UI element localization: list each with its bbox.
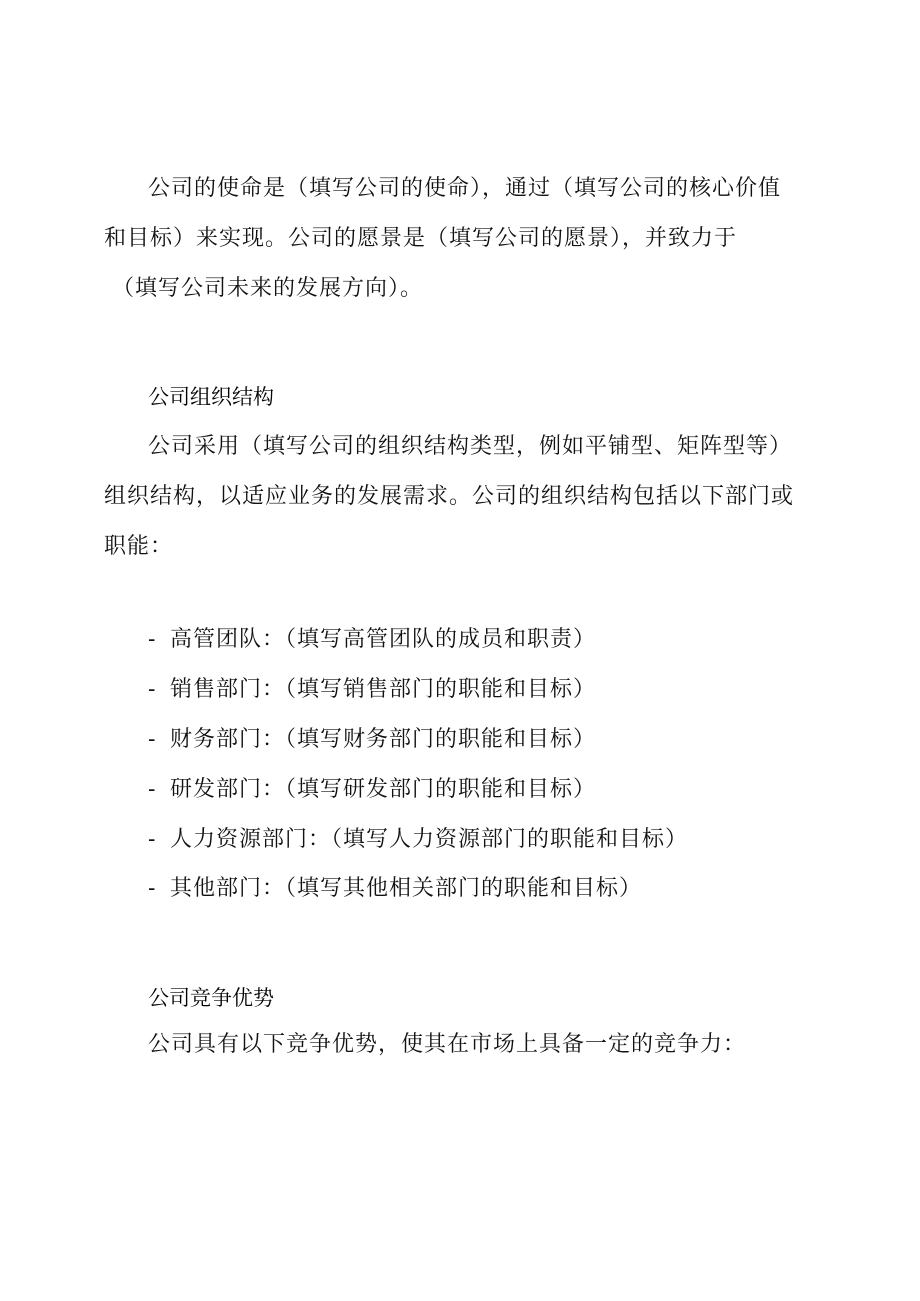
list-item-text: 销售部门：（填写销售部门的职能和目标） (170, 677, 597, 702)
competitive-line-1: 公司具有以下竞争优势，使其在市场上具备一定的竞争力： (148, 1032, 747, 1057)
org-line-3: 职能： (104, 534, 174, 559)
list-item-text: 研发部门：（填写研发部门的职能和目标） (170, 777, 597, 802)
org-line-1: 公司采用（填写公司的组织结构类型，例如平铺型、矩阵型等） (148, 434, 793, 459)
list-item (148, 625, 596, 655)
list-dash: - (148, 727, 157, 752)
mission-line-3: （填写公司未来的发展方向）。 (112, 276, 424, 301)
list-item-text: 其他部门：（填写其他相关部门的职能和目标） (170, 876, 643, 901)
list-item (148, 775, 596, 805)
list-dash: - (148, 777, 157, 802)
list-item-text: 人力资源部门：（填写人力资源部门的职能和目标） (170, 827, 689, 852)
org-heading: 公司组织结构 (148, 385, 274, 409)
mission-line-1: 公司的使命是（填写公司的使命），通过（填写公司的核心价值 (148, 176, 782, 201)
mission-line-2: 和目标）来实现。公司的愿景是（填写公司的愿景），并致力于 (104, 226, 738, 251)
list-item (148, 675, 596, 705)
list-dash: - (148, 876, 157, 901)
list-dash: - (148, 677, 157, 702)
list-item (148, 725, 596, 755)
list-dash: - (148, 627, 157, 652)
list-item (148, 825, 688, 855)
list-item (148, 874, 642, 904)
list-item-text: 财务部门：（填写财务部门的职能和目标） (170, 727, 597, 752)
list-item-text: 高管团队：（填写高管团队的成员和职责） (170, 627, 597, 652)
org-line-2: 组织结构，以适应业务的发展需求。公司的组织结构包括以下部门或 (104, 484, 795, 509)
competitive-heading: 公司竞争优势 (148, 986, 274, 1010)
list-dash: - (148, 827, 157, 852)
